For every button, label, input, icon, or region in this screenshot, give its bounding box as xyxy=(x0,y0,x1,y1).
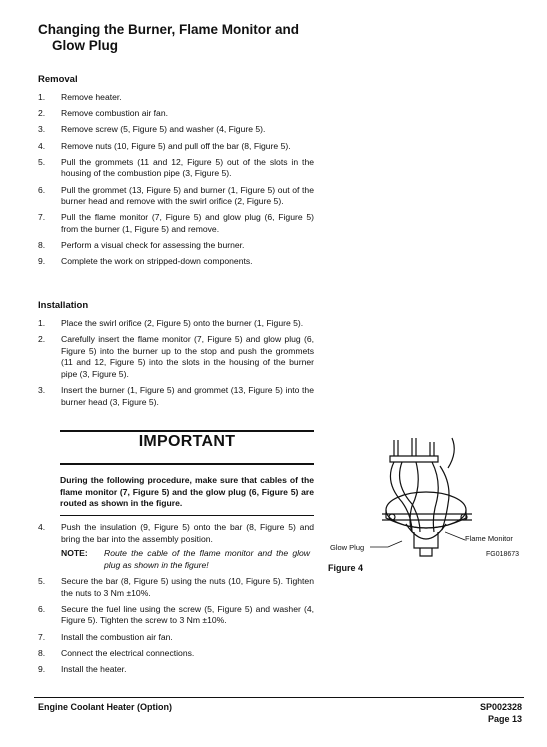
important-top-rule xyxy=(60,430,314,432)
step-text: Carefully insert the flame monitor (7, Figure 5) and glow plug (6, Figure 5) into the burner up to the stop and push the grommets (11 and 12, Figure 5) into the slots in the housing of the burner pipe (3, Figure 5). xyxy=(61,334,314,379)
step-text: Place the swirl orifice (2, Figure 5) onto the burner (1, Figure 5). xyxy=(61,318,304,328)
step-item xyxy=(38,185,314,208)
step-item xyxy=(38,212,314,235)
important-bottom-rule xyxy=(60,515,314,516)
step-item xyxy=(38,385,314,408)
flame-monitor-leader xyxy=(445,530,467,542)
step-item xyxy=(38,334,314,380)
removal-heading: Removal xyxy=(38,74,78,85)
step-number: 3. xyxy=(38,385,46,396)
step-number: 5. xyxy=(38,575,46,586)
step-item xyxy=(38,664,314,676)
step-item xyxy=(38,648,314,660)
removal-steps xyxy=(38,92,314,272)
step-item xyxy=(38,240,314,252)
step-number: 6. xyxy=(38,184,46,195)
step-number: 6. xyxy=(38,603,46,614)
step-text: Complete the work on stripped-down components. xyxy=(61,256,253,267)
title-line-2: Glow Plug xyxy=(52,38,118,53)
step-number: 8. xyxy=(38,647,46,658)
step-text: Pull the grommet (13, Figure 5) and burner (1, Figure 5) out of the burner head and remove with the swirl orifice (2, Figure 5). xyxy=(61,184,314,207)
figure-caption: Figure 4 xyxy=(328,563,364,573)
step-item xyxy=(38,108,314,120)
step-item xyxy=(38,157,314,180)
step-text: Install the combustion air fan. xyxy=(61,631,173,642)
step-number: 7. xyxy=(38,631,46,642)
footer-page-number: Page 13 xyxy=(487,714,522,724)
important-text: During the following procedure, make sure that cables of the flame monitor (7, Figure 5) and the glow plug (6, Figure 5) are routed as shown in the figure. xyxy=(60,475,314,509)
step-number: 1. xyxy=(38,318,46,328)
note-label: NOTE: xyxy=(61,548,88,559)
step-text: Connect the electrical connections. xyxy=(61,647,195,658)
glow-plug-label: Glow Plug xyxy=(330,543,365,552)
step-number: 7. xyxy=(38,212,46,223)
step-text: Remove heater. xyxy=(61,92,122,102)
step-item xyxy=(38,124,314,136)
step-number: 4. xyxy=(38,522,46,532)
glow-plug-leader xyxy=(370,540,410,550)
step-text: Insert the burner (1, Figure 5) and grommet (13, Figure 5) into the burner head (3, Figure 5). xyxy=(61,385,314,407)
installation-steps xyxy=(38,318,314,413)
step-text: Remove nuts (10, Figure 5) and pull off the bar (8, Figure 5). xyxy=(61,140,291,151)
installation-heading: Installation xyxy=(38,300,89,311)
installation-steps-continued xyxy=(38,522,314,680)
step-item xyxy=(38,141,314,153)
step-item xyxy=(38,318,314,330)
step-number: 4. xyxy=(38,140,46,151)
step-number: 9. xyxy=(38,663,46,674)
footer-doc-number: SP002328 xyxy=(479,702,522,712)
footer-title: Engine Coolant Heater (Option) xyxy=(38,702,172,712)
step-text: Remove screw (5, Figure 5) and washer (4, Figure 5). xyxy=(61,124,266,135)
note-text: Route the cable of the flame monitor and the glow plug as shown in the figure! xyxy=(104,548,310,570)
step-text: Secure the fuel line using the screw (5, Figure 5) and washer (4, Figure 5). Tighten the screw to 3 Nm ±10%. xyxy=(61,603,314,626)
step-item xyxy=(38,92,314,104)
important-heading: IMPORTANT xyxy=(138,433,236,450)
step-number: 1. xyxy=(38,92,46,102)
step-item xyxy=(38,256,314,268)
footer-rule xyxy=(34,697,524,698)
step-number: 8. xyxy=(38,240,46,251)
step-item xyxy=(38,576,314,599)
step-item xyxy=(38,604,314,627)
step-text: Pull the grommets (11 and 12, Figure 5) out of the slots in the housing of the combustion pipe (3, Figure 5). xyxy=(61,156,314,179)
figure-code: FG018673 xyxy=(486,551,520,558)
step-item xyxy=(38,522,314,571)
step-number: 3. xyxy=(38,124,46,135)
flame-monitor-label: Flame Monitor xyxy=(465,534,513,543)
step-item xyxy=(38,632,314,644)
step-text: Pull the flame monitor (7, Figure 5) and glow plug (6, Figure 5) from the burner (1, Figure 5) and remove. xyxy=(61,212,314,234)
step-text: Remove combustion air fan. xyxy=(61,108,168,119)
step-text: Install the heater. xyxy=(61,663,127,674)
page-title xyxy=(38,22,328,54)
step-text: Perform a visual check for assessing the burner. xyxy=(61,240,245,251)
title-line-1: Changing the Burner, Flame Monitor and xyxy=(38,22,300,37)
note-block xyxy=(61,548,314,571)
step-number: 2. xyxy=(38,334,46,345)
step-number: 5. xyxy=(38,156,46,167)
step-text: Push the insulation (9, Figure 5) onto the bar (8, Figure 5) and bring the bar into the assembly position. xyxy=(61,522,314,544)
step-text: Secure the bar (8, Figure 5) using the nuts (10, Figure 5). Tighten the nuts to 3 Nm ±10%. xyxy=(61,575,314,598)
step-number: 2. xyxy=(38,108,46,119)
important-mid-rule xyxy=(60,463,314,465)
step-number: 9. xyxy=(38,256,46,267)
